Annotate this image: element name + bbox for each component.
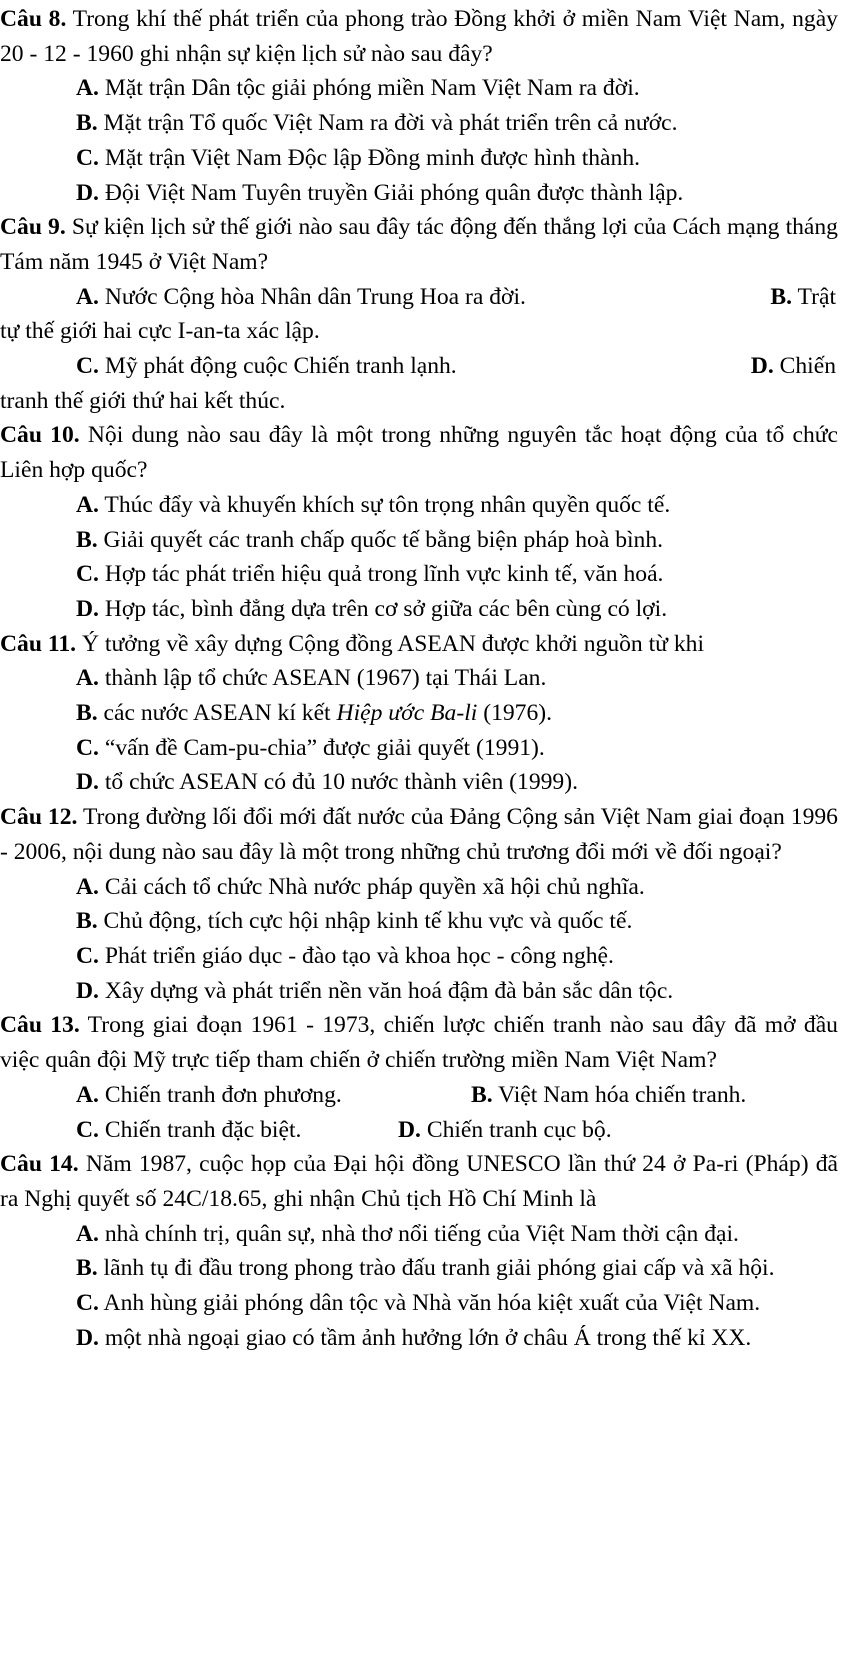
option-text: tổ chức ASEAN có đủ 10 nước thành viên (1999). xyxy=(104,769,578,796)
option-label: D. xyxy=(750,353,774,380)
option-d[interactable] xyxy=(0,592,838,627)
option-b[interactable] xyxy=(0,696,838,731)
option-text: Chiến xyxy=(779,353,836,380)
option-row-cd xyxy=(0,349,838,384)
question-text: Sự kiện lịch sử thế giới nào sau đây tác động đến thắng lợi của Cách mạng tháng Tám năm 1945 ở Việt Nam? xyxy=(0,214,838,275)
option-text-after: (1976). xyxy=(483,700,553,727)
option-label: B. xyxy=(76,908,98,935)
question-text: Ý tưởng về xây dựng Cộng đồng ASEAN được khởi nguồn từ khi xyxy=(81,630,704,657)
question-number: Câu 14. xyxy=(0,1151,79,1178)
option-b[interactable] xyxy=(0,106,838,141)
option-label: A. xyxy=(76,1081,99,1108)
question-text: Nội dung nào sau đây là một trong những nguyên tắc hoạt động của tổ chức Liên hợp quốc? xyxy=(0,422,838,484)
option-label: D. xyxy=(76,769,99,796)
question-number: Câu 10. xyxy=(0,422,80,449)
option-text: Hợp tác phát triển hiệu quả trong lĩnh vực kinh tế, văn hoá. xyxy=(104,561,664,588)
option-italic-text: Hiệp ước Ba-li xyxy=(336,700,478,727)
question-stem xyxy=(0,2,838,71)
option-text: Mặt trận Tổ quốc Việt Nam ra đời và phát triển trên cả nước. xyxy=(103,110,678,137)
question-12 xyxy=(0,800,838,1008)
question-9 xyxy=(0,210,838,418)
option-text: Chủ động, tích cực hội nhập kinh tế khu vực và quốc tế. xyxy=(103,908,633,935)
option-text: Phát triển giáo dục - đào tạo và khoa học - công nghệ. xyxy=(104,942,614,969)
option-text: Chiến tranh đặc biệt. xyxy=(104,1116,302,1143)
option-label: B. xyxy=(76,1255,98,1282)
option-label: A. xyxy=(76,283,99,310)
option-b-continuation: tự thế giới hai cực I-an-ta xác lập. xyxy=(0,318,320,345)
question-number: Câu 8. xyxy=(0,6,67,32)
option-label: D. xyxy=(76,1324,99,1351)
option-text: lãnh tụ đi đầu trong phong trào đấu tranh giải phóng giai cấp và xã hội. xyxy=(103,1255,775,1282)
question-number: Câu 13. xyxy=(0,1012,80,1039)
option-label: B. xyxy=(471,1081,493,1108)
option-b[interactable] xyxy=(0,523,838,558)
question-stem xyxy=(0,800,838,869)
option-label: C. xyxy=(76,1116,99,1143)
option-label: C. xyxy=(76,1290,99,1317)
option-text: nhà chính trị, quân sự, nhà thơ nổi tiếng của Việt Nam thời cận đại. xyxy=(104,1220,739,1247)
option-d[interactable] xyxy=(0,765,838,800)
option-label: C. xyxy=(76,734,99,761)
question-text: Năm 1987, cuộc họp của Đại hội đồng UNESCO lần thứ 24 ở Pa-ri (Pháp) đã ra Nghị quyết số 24C/18.65, ghi nhận Chủ tịch Hồ Chí Minh là xyxy=(0,1151,838,1212)
option-d[interactable] xyxy=(0,1321,838,1356)
question-stem xyxy=(0,1147,838,1216)
option-text: một nhà ngoại giao có tầm ảnh hưởng lớn ở châu Á trong thế kỉ XX. xyxy=(104,1324,752,1351)
option-d[interactable] xyxy=(0,974,838,1009)
option-label: C. xyxy=(76,144,99,171)
option-d[interactable] xyxy=(0,176,838,211)
option-text: thành lập tổ chức ASEAN (1967) tại Thái Lan. xyxy=(104,665,547,692)
option-label: C. xyxy=(76,561,99,588)
option-text: Nước Cộng hòa Nhân dân Trung Hoa ra đời. xyxy=(104,283,526,310)
option-a[interactable] xyxy=(0,661,838,696)
option-d[interactable] xyxy=(751,349,836,384)
option-label: A. xyxy=(76,491,99,518)
option-a[interactable] xyxy=(0,71,838,106)
option-c[interactable] xyxy=(76,349,457,384)
option-a[interactable] xyxy=(0,488,838,523)
option-text: Anh hùng giải phóng dân tộc và Nhà văn hóa kiệt xuất của Việt Nam. xyxy=(103,1290,761,1317)
option-text: “vấn đề Cam-pu-chia” được giải quyết (1991). xyxy=(104,734,545,761)
option-text: Mặt trận Dân tộc giải phóng miền Nam Việt Nam ra đời. xyxy=(104,75,640,102)
option-text: Cải cách tổ chức Nhà nước pháp quyền xã hội chủ nghĩa. xyxy=(104,873,645,900)
option-label: B. xyxy=(76,700,98,727)
option-label: D. xyxy=(76,179,99,206)
question-number: Câu 12. xyxy=(0,804,78,831)
option-text: Đội Việt Nam Tuyên truyền Giải phóng quân được thành lập. xyxy=(104,179,684,206)
option-text: Xây dựng và phát triển nền văn hoá đậm đà bản sắc dân tộc. xyxy=(104,977,674,1004)
option-c[interactable] xyxy=(0,557,838,592)
option-b[interactable] xyxy=(471,1078,746,1113)
question-14 xyxy=(0,1147,838,1355)
option-label: A. xyxy=(76,75,99,102)
option-label: D. xyxy=(76,977,99,1004)
question-10 xyxy=(0,418,838,626)
option-text: Mỹ phát động cuộc Chiến tranh lạnh. xyxy=(104,353,457,380)
option-label: B. xyxy=(76,526,98,553)
option-c[interactable] xyxy=(76,1113,398,1148)
option-a[interactable] xyxy=(76,280,526,315)
option-row-ab xyxy=(0,280,838,315)
option-label: A. xyxy=(76,873,99,900)
option-text: Chiến tranh cục bộ. xyxy=(426,1116,612,1143)
question-stem xyxy=(0,1008,838,1077)
option-label: D. xyxy=(398,1116,421,1143)
question-stem xyxy=(0,627,838,662)
option-label: B. xyxy=(76,110,98,137)
option-c[interactable] xyxy=(0,1286,838,1321)
question-text: Trong khí thế phát triển của phong trào Đồng khởi ở miền Nam Việt Nam, ngày 20 - 12 - 1960 ghi nhận sự kiện lịch sử nào sau đây? xyxy=(0,6,838,67)
option-c[interactable] xyxy=(0,939,838,974)
option-c[interactable] xyxy=(0,141,838,176)
question-13 xyxy=(0,1008,838,1147)
option-label: B. xyxy=(770,283,793,310)
option-text: Hợp tác, bình đẳng dựa trên cơ sở giữa các bên cùng có lợi. xyxy=(104,595,668,622)
option-label: A. xyxy=(76,665,99,692)
option-text: Trật xyxy=(797,283,836,310)
question-text: Trong đường lối đổi mới đất nước của Đảng Cộng sản Việt Nam giai đoạn 1996 - 2006, nội dung nào sau đây là một trong những chủ trương đổi mới về đối ngoại? xyxy=(0,804,838,865)
option-label: A. xyxy=(76,1220,99,1247)
question-number: Câu 11. xyxy=(0,630,77,657)
option-text: Mặt trận Việt Nam Độc lập Đồng minh được hình thành. xyxy=(104,144,641,171)
option-label: C. xyxy=(76,353,99,380)
question-text: Trong giai đoạn 1961 - 1973, chiến lược chiến tranh nào sau đây đã mở đầu việc quân đội Mỹ trực tiếp tham chiến ở chiến trường miền Nam Việt Nam? xyxy=(0,1012,838,1074)
option-text: Việt Nam hóa chiến tranh. xyxy=(498,1081,747,1108)
option-text: Giải quyết các tranh chấp quốc tế bằng biện pháp hoà bình. xyxy=(103,526,664,553)
option-row-cd xyxy=(0,1113,838,1148)
question-stem xyxy=(0,210,838,279)
option-b[interactable] xyxy=(0,1251,838,1286)
option-a[interactable] xyxy=(0,870,838,905)
question-8 xyxy=(0,2,838,210)
option-a[interactable] xyxy=(76,1078,471,1113)
option-row-ab xyxy=(0,1078,838,1113)
option-label: C. xyxy=(76,942,99,969)
option-text: Chiến tranh đơn phương. xyxy=(104,1081,342,1108)
option-label: D. xyxy=(76,595,99,622)
option-b[interactable] xyxy=(0,904,838,939)
option-c[interactable] xyxy=(0,731,838,766)
option-d-continuation: tranh thế giới thứ hai kết thúc. xyxy=(0,387,286,414)
question-number: Câu 9. xyxy=(0,214,66,241)
option-d[interactable] xyxy=(398,1113,612,1148)
question-stem xyxy=(0,418,838,487)
question-11 xyxy=(0,627,838,801)
option-text: Thúc đẩy và khuyến khích sự tôn trọng nhân quyền quốc tế. xyxy=(104,491,671,518)
option-b[interactable] xyxy=(770,280,836,315)
option-a[interactable] xyxy=(0,1217,838,1252)
option-text: các nước ASEAN kí kết xyxy=(103,700,331,727)
